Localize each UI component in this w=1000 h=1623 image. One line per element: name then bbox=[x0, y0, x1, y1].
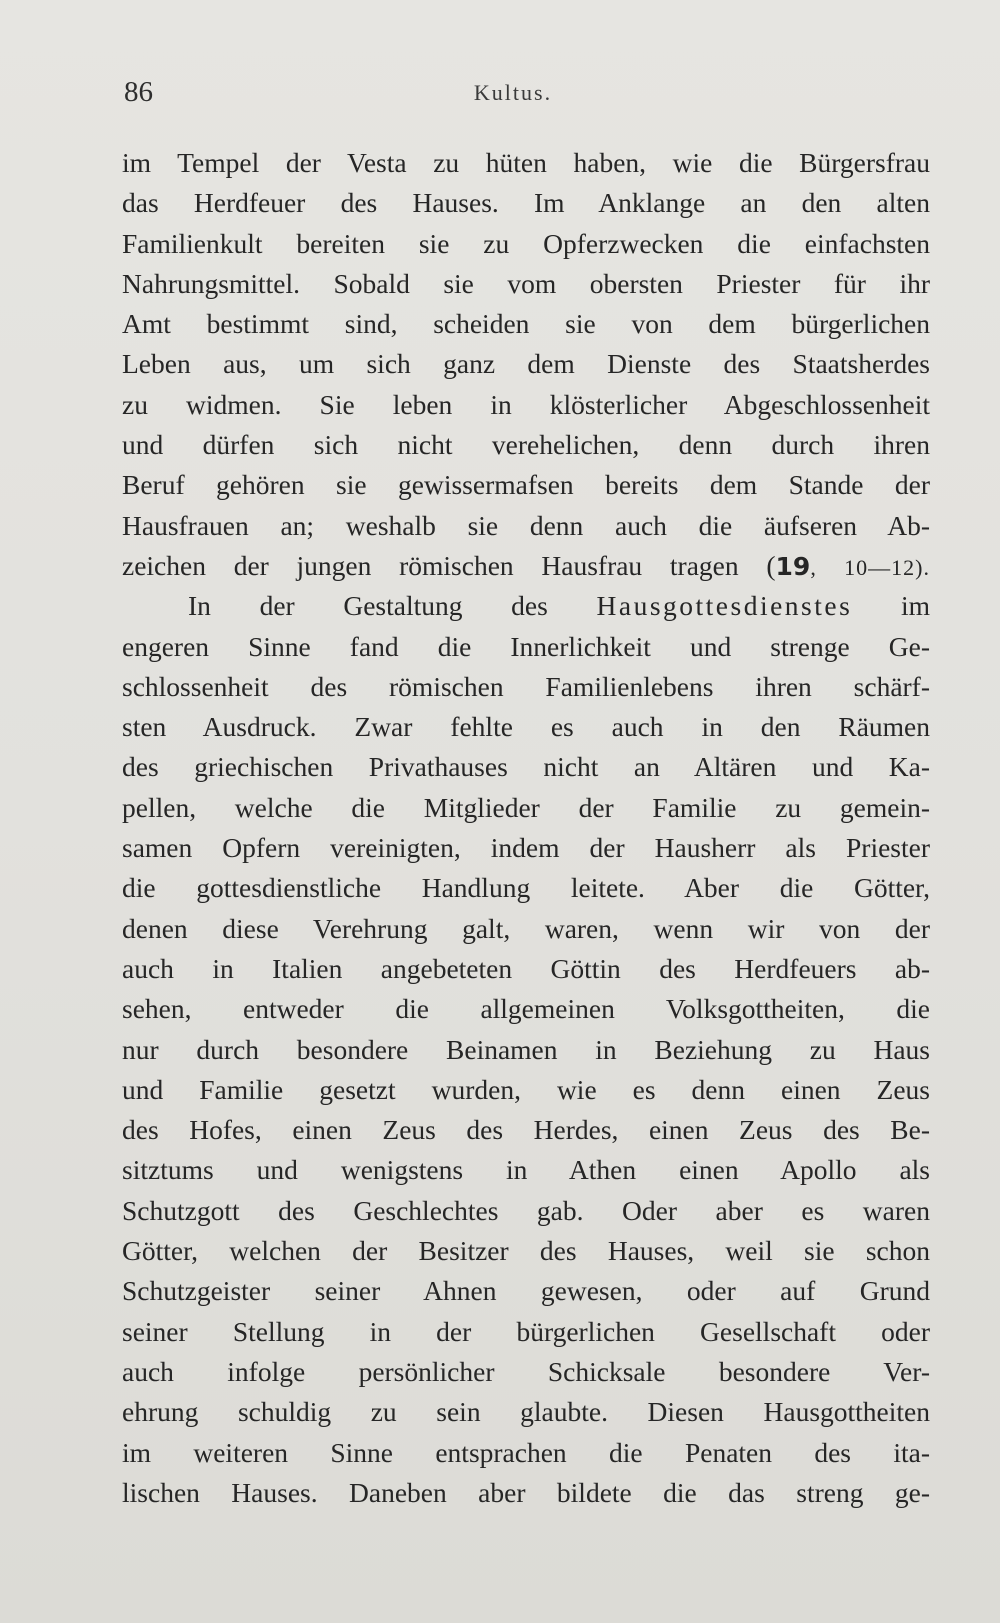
paragraph-first-line bbox=[122, 586, 930, 626]
text-line: des griechischen Privathauses nicht an Altären und Ka- bbox=[122, 751, 930, 783]
text-line: schlossenheit des römischen Familienlebens ihren schärf- bbox=[122, 670, 930, 702]
text-line: im weiteren Sinne entsprachen die Penaten des ita- bbox=[122, 1436, 930, 1468]
text-line: Leben aus, um sich ganz dem Dienste des Staatsherdes bbox=[122, 348, 930, 380]
text-line: nur durch besondere Beinamen in Beziehung zu Haus bbox=[122, 1033, 930, 1065]
text-line: lischen Hauses. Daneben aber bildete die das streng ge- bbox=[122, 1476, 930, 1508]
text-line: die gottesdienstliche Handlung leitete. Aber die Götter, bbox=[122, 872, 930, 904]
text-line: denen diese Verehrung galt, waren, wenn wir von der bbox=[122, 912, 930, 944]
line-text: In der Gestaltung des bbox=[188, 590, 597, 622]
text-line: sehen, entweder die allgemeinen Volksgottheiten, die bbox=[122, 993, 930, 1025]
text-line: Beruf gehören sie gewissermafsen bereits dem Stande der bbox=[122, 469, 930, 501]
page-header bbox=[122, 72, 904, 112]
text-line: zu widmen. Sie leben in klösterlicher Abgeschlossenheit bbox=[122, 388, 930, 420]
text-line: sten Ausdruck. Zwar fehlte es auch in den Räumen bbox=[122, 711, 930, 743]
reference-number: 19 bbox=[775, 551, 811, 581]
text-line: samen Opfern vereinigten, indem der Hausherr als Priester bbox=[122, 832, 930, 864]
text-line: Götter, welchen der Besitzer des Hauses, weil sie schon bbox=[122, 1235, 930, 1267]
body-text bbox=[122, 143, 930, 1513]
paragraph-hausgottesdienst bbox=[122, 586, 930, 1513]
text-line: Schutzgeister seiner Ahnen gewesen, oder auf Grund bbox=[122, 1275, 930, 1307]
text-line: auch in Italien angebeteten Göttin des Herdfeuers ab- bbox=[122, 952, 930, 984]
running-head: Kultus. bbox=[473, 80, 553, 105]
paragraph-vesta bbox=[122, 143, 930, 586]
line-text: im bbox=[852, 590, 931, 622]
text-line: pellen, welche die Mitglieder der Familie zu gemein- bbox=[122, 791, 930, 823]
reference-range: , 10—12). bbox=[810, 554, 930, 580]
text-line-with-reference bbox=[122, 546, 930, 586]
text-line: Hausfrauen an; weshalb sie denn auch die äufseren Ab- bbox=[122, 509, 930, 541]
text-line: auch infolge persönlicher Schicksale besondere Ver- bbox=[122, 1355, 930, 1387]
text-line: Schutzgott des Geschlechtes gab. Oder aber es waren bbox=[122, 1194, 930, 1226]
text-line: Amt bestimmt sind, scheiden sie von dem bürgerlichen bbox=[122, 308, 930, 340]
text-line: des Hofes, einen Zeus des Herdes, einen Zeus des Be- bbox=[122, 1114, 930, 1146]
line-text: zeichen der jungen römischen Hausfrau tragen ( bbox=[122, 549, 776, 581]
text-line: seiner Stellung in der bürgerlichen Gesellschaft oder bbox=[122, 1315, 930, 1347]
text-line: Nahrungsmittel. Sobald sie vom obersten Priester für ihr bbox=[122, 267, 930, 299]
text-line: das Herdfeuer des Hauses. Im Anklange an den alten bbox=[122, 187, 930, 219]
text-line: sitztums und wenigstens in Athen einen Apollo als bbox=[122, 1154, 930, 1186]
text-line: im Tempel der Vesta zu hüten haben, wie die Bürgersfrau bbox=[122, 147, 930, 178]
text-line: ehrung schuldig zu sein glaubte. Diesen Hausgottheiten bbox=[122, 1396, 930, 1428]
text-line: und Familie gesetzt wurden, wie es denn einen Zeus bbox=[122, 1073, 930, 1105]
text-line: Familienkult bereiten sie zu Opferzwecken die einfachsten bbox=[122, 227, 930, 259]
text-line: engeren Sinne fand die Innerlichkeit und strenge Ge- bbox=[122, 630, 930, 662]
page-number: 86 bbox=[124, 76, 153, 108]
text-line: und dürfen sich nicht verehelichen, denn durch ihren bbox=[122, 429, 930, 461]
emphasized-term: Hausgottesdienstes bbox=[596, 590, 853, 622]
